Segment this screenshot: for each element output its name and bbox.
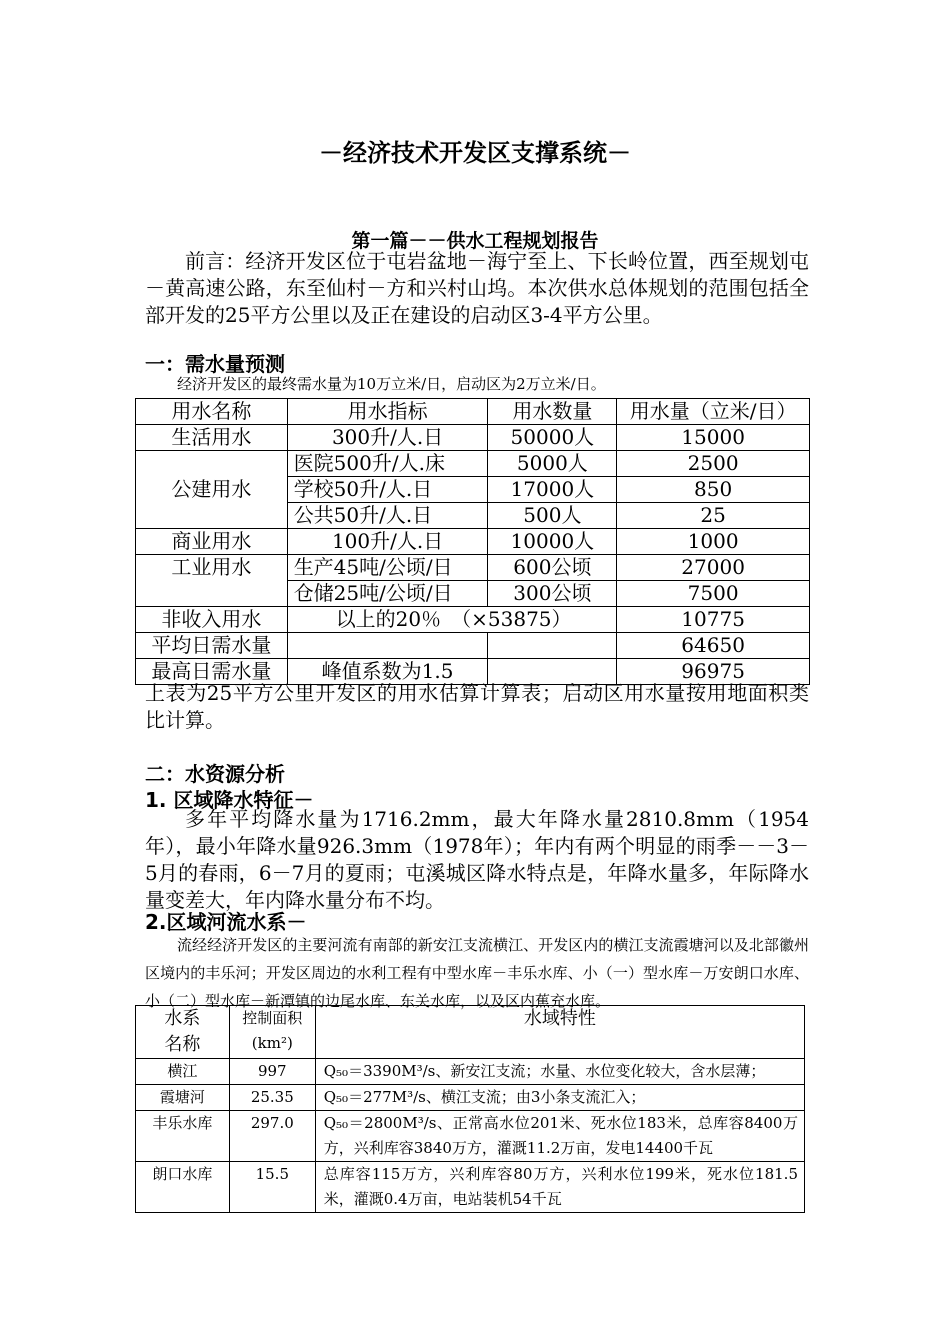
section2-heading: 二：水资源分析 <box>145 762 285 786</box>
use-name-cell: 商业用水 <box>136 529 288 555</box>
use-water-cell: 7500 <box>617 581 810 607</box>
river-name-cell: 朗口水库 <box>136 1162 230 1213</box>
river-table <box>135 1005 805 1213</box>
use-index-cell: 公共50升/人.日 <box>287 503 488 529</box>
section1-intro: 经济开发区的最终需水量为10万立米/日，启动区为2万立米/日。 <box>177 375 606 393</box>
river-desc-cell: 总库容115万方，兴利库容80万方，兴利水位199米，死水位181.5米，灌溉0.4万亩，电站装机54千瓦 <box>315 1162 804 1213</box>
table-row <box>136 529 810 555</box>
river-area-cell: 997 <box>229 1059 315 1085</box>
table-row <box>136 607 810 633</box>
use-water-cell: 2500 <box>617 451 810 477</box>
table-row <box>136 633 810 659</box>
use-water-cell: 850 <box>617 477 810 503</box>
river-name-cell: 横江 <box>136 1059 230 1085</box>
use-water-cell: 10775 <box>617 607 810 633</box>
river-system-paragraph: 流经经济开发区的主要河流有南部的新安江支流横江、开发区内的横江支流霞塘河以及北部徽州区境内的丰乐河；开发区周边的水利工程有中型水库－丰乐水库、小（一）型水库－万安朗口水库、小（二）型水库－新潭镇的边尾水库、东关水库，以及区内蕉充水库。 <box>145 936 809 1010</box>
table-row <box>136 451 810 477</box>
table-row <box>136 425 810 451</box>
use-name-cell: 生活用水 <box>136 425 288 451</box>
river-desc-cell: Q₅₀＝3390M³/s、新安江支流；水量、水位变化较大，含水层薄； <box>315 1059 804 1085</box>
river-desc-cell: Q₅₀＝2800M³/s、正常高水位201米、死水位183米，总库容8400万方，兴利库容3840万方，灌溉11.2万亩，发电14400千瓦 <box>315 1111 804 1162</box>
river-area-cell: 297.0 <box>229 1111 315 1162</box>
river-name-cell: 丰乐水库 <box>136 1111 230 1162</box>
use-water-cell: 25 <box>617 503 810 529</box>
header-area-line: 控制面积 <box>242 1009 303 1027</box>
use-qty-cell: 600公顷 <box>488 555 617 581</box>
river-area-cell: 25.35 <box>229 1085 315 1111</box>
use-name-cell: 工业用水 <box>136 555 288 607</box>
use-qty-cell: 50000人 <box>488 425 617 451</box>
preface-paragraph: 前言：经济开发区位于屯岩盆地－海宁至上、下长岭位置，西至规划屯－黄高速公路，东至仙村－方和兴村山坞。本次供水总体规划的范围包括全部开发的25平方公里以及正在建设的启动区3-4平方公里。 <box>145 249 809 327</box>
use-qty-cell: 17000人 <box>488 477 617 503</box>
table-header-row <box>136 1006 805 1059</box>
use-qty-cell <box>488 633 617 659</box>
use-index-cell: 100升/人.日 <box>287 529 488 555</box>
use-qty-cell: 10000人 <box>488 529 617 555</box>
table-note: 上表为25平方公里开发区的用水估算计算表；启动区用水量按用地面积类比计算。 <box>145 681 809 732</box>
river-desc-cell: Q₅₀＝277M³/s、横江支流；由3小条支流汇入； <box>315 1085 804 1111</box>
use-name-cell: 非收入用水 <box>136 607 288 633</box>
part1-title: 第一篇－－供水工程规划报告 <box>351 230 599 252</box>
document-title: －经济技术开发区支撑系统－ <box>319 139 631 167</box>
subsection1-heading: 1. 区域降水特征－ <box>145 788 314 812</box>
river-area-cell: 15.5 <box>229 1162 315 1213</box>
water-demand-table <box>135 398 810 685</box>
use-water-cell: 1000 <box>617 529 810 555</box>
use-index-cell: 峰值系数为1.5 <box>287 659 488 685</box>
header-desc-cell: 水域特性 <box>315 1006 804 1059</box>
use-index-cell: 仓储25吨/公顷/日 <box>287 581 488 607</box>
use-water-cell: 96975 <box>617 659 810 685</box>
table-row <box>136 1162 805 1213</box>
table-row <box>136 1059 805 1085</box>
use-index-cell: 300升/人.日 <box>287 425 488 451</box>
header-name-line: 水系 <box>164 1008 201 1029</box>
use-index-cell: 学校50升/人.日 <box>287 477 488 503</box>
use-water-cell: 64650 <box>617 633 810 659</box>
use-qty-cell: 500人 <box>488 503 617 529</box>
use-water-cell: 15000 <box>617 425 810 451</box>
table-header-row <box>136 399 810 425</box>
header-cell: 用水名称 <box>136 399 288 425</box>
table-row <box>136 1111 805 1162</box>
use-water-cell: 27000 <box>617 555 810 581</box>
river-name-cell: 霞塘河 <box>136 1085 230 1111</box>
use-qty-cell: 300公顷 <box>488 581 617 607</box>
use-name-cell: 平均日需水量 <box>136 633 288 659</box>
subsection2-heading: 2.区域河流水系－ <box>145 910 307 934</box>
table-row <box>136 555 810 581</box>
header-cell: 用水指标 <box>287 399 488 425</box>
header-name-cell <box>136 1006 230 1059</box>
header-area-cell <box>229 1006 315 1059</box>
header-name-line: 名称 <box>164 1034 201 1055</box>
section1-heading: 一：需水量预测 <box>145 352 285 376</box>
rainfall-paragraph: 多年平均降水量为1716.2mm，最大年降水量2810.8mm（1954年），最小年降水量926.3mm（1978年）；年内有两个明显的雨季－－3－5月的春雨，6－7月的夏雨；屯溪城区降水特点是，年降水量多，年际降水量变差大，年内降水量分布不均。 <box>145 807 809 912</box>
header-area-unit: (km²) <box>251 1034 293 1052</box>
table-row <box>136 1085 805 1111</box>
use-index-cell: 生产45吨/公顷/日 <box>287 555 488 581</box>
use-name-cell: 公建用水 <box>136 451 288 529</box>
header-cell: 用水量（立米/日） <box>617 399 810 425</box>
header-cell: 用水数量 <box>488 399 617 425</box>
use-index-cell: 医院500升/人.床 <box>287 451 488 477</box>
use-name-cell: 最高日需水量 <box>136 659 288 685</box>
use-qty-cell: 5000人 <box>488 451 617 477</box>
use-index-cell: 以上的20％ （×53875） <box>287 607 617 633</box>
use-index-cell <box>287 633 488 659</box>
